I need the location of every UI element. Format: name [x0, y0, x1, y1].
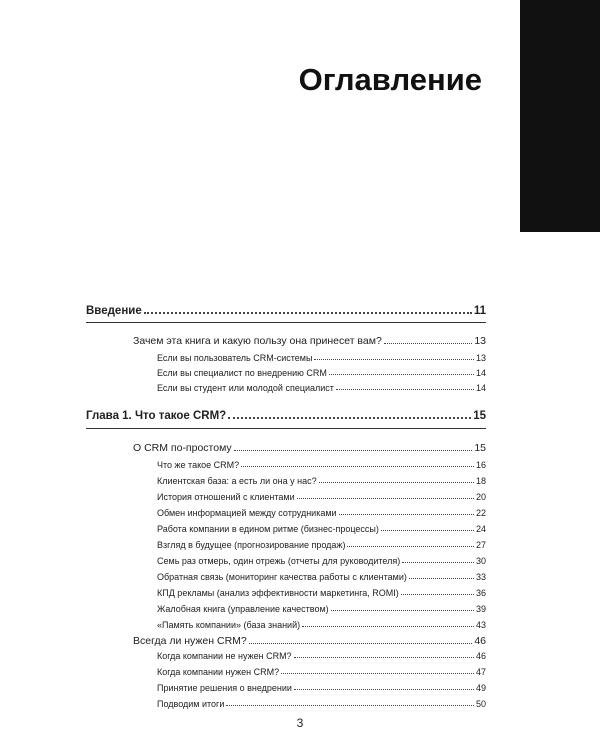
toc-entry-page: 11 — [473, 305, 486, 317]
section-divider — [86, 322, 486, 323]
toc-entry[interactable] — [157, 620, 486, 630]
toc-entry-label: История отношений с клиентами — [157, 492, 295, 502]
dot-leader — [329, 374, 474, 375]
dot-leader — [302, 626, 474, 627]
toc-entry-page: 46 — [474, 635, 486, 647]
toc-entry-label: Что же такое CRM? — [157, 460, 240, 470]
toc-entry-page: 15 — [474, 442, 486, 454]
toc-entry-label: Зачем эта книга и какую пользу она принесет вам? — [133, 335, 382, 347]
toc-entry-page: 20 — [475, 492, 486, 502]
dot-leader — [409, 578, 474, 579]
toc-entry-page: 24 — [475, 524, 486, 534]
toc-entry-page: 43 — [475, 620, 486, 630]
toc-entry-page: 46 — [475, 651, 486, 661]
toc-entry-introduction[interactable] — [86, 305, 486, 317]
toc-entry[interactable] — [157, 651, 486, 661]
toc-entry-label: Если вы специалист по внедрению CRM — [157, 368, 327, 378]
dot-leader — [241, 466, 474, 467]
toc-entry[interactable] — [157, 492, 486, 502]
toc-entry-label: Глава 1. Что такое CRM? — [86, 410, 227, 422]
toc-entry[interactable] — [157, 699, 486, 709]
dot-leader — [234, 450, 473, 451]
toc-entry-label: О CRM по-простому — [133, 442, 232, 454]
toc-entry[interactable] — [157, 667, 486, 677]
toc-entry-label: Если вы студент или молодой специалист — [157, 383, 334, 393]
toc-entry-label: Работа компании в едином ритме (бизнес-процессы) — [157, 524, 379, 534]
toc-entry[interactable] — [157, 572, 486, 582]
toc-entry-page: 36 — [475, 588, 486, 598]
toc-entry[interactable] — [157, 460, 486, 470]
toc-entry-label: Введение — [86, 305, 142, 317]
toc-entry-page: 27 — [475, 540, 486, 550]
section-divider — [86, 428, 486, 429]
toc-entry[interactable] — [157, 368, 486, 378]
toc-entry-page: 49 — [475, 683, 486, 693]
toc-entry[interactable] — [157, 353, 486, 363]
dot-leader — [228, 417, 471, 419]
toc-entry-label: Обмен информацией между сотрудниками — [157, 508, 337, 518]
toc-entry[interactable] — [157, 556, 486, 566]
toc-entry-label: Подводим итоги — [157, 699, 225, 709]
toc-entry[interactable] — [157, 588, 486, 598]
toc-entry[interactable] — [157, 604, 486, 614]
toc-entry-label: Клиентская база: а есть ли она у нас? — [157, 476, 317, 486]
dot-leader — [319, 482, 474, 483]
dot-leader — [331, 610, 474, 611]
toc-entry-page: 33 — [475, 572, 486, 582]
dot-leader — [281, 673, 474, 674]
toc-entry-label: Если вы пользователь CRM-системы — [157, 353, 313, 363]
toc-entry-label: Когда компании нужен CRM? — [157, 667, 280, 677]
toc-entry-label: Принятие решения о внедрении — [157, 683, 292, 693]
dot-leader — [314, 359, 474, 360]
toc-entry-page: 47 — [475, 667, 486, 677]
dot-leader — [226, 705, 474, 706]
toc-entry[interactable] — [133, 335, 486, 347]
toc-entry[interactable] — [157, 683, 486, 693]
chapter-edge-tab — [520, 0, 600, 232]
toc-entry-label: Семь раз отмерь, один отрежь (отчеты для руководителя) — [157, 556, 401, 566]
toc-entry-label: Жалобная книга (управление качеством) — [157, 604, 329, 614]
dot-leader — [144, 312, 472, 314]
toc-entry-page: 13 — [474, 335, 486, 347]
toc-entry-page: 39 — [475, 604, 486, 614]
toc-entry-page: 13 — [475, 353, 486, 363]
toc-entry[interactable] — [133, 442, 486, 454]
toc-entry-page: 22 — [475, 508, 486, 518]
page-title: Оглавление — [298, 62, 482, 97]
dot-leader — [294, 689, 474, 690]
dot-leader — [294, 657, 474, 658]
toc-entry-page: 14 — [475, 368, 486, 378]
toc-entry-label: Обратная связь (мониторинг качества работы с клиентами) — [157, 572, 407, 582]
dot-leader — [402, 562, 474, 563]
toc-entry[interactable] — [157, 508, 486, 518]
dot-leader — [381, 530, 474, 531]
toc-entry-label: Всегда ли нужен CRM? — [133, 635, 247, 647]
toc-entry-label: Взгляд в будущее (прогнозирование продаж) — [157, 540, 346, 550]
toc-entry[interactable] — [157, 476, 486, 486]
toc-entry[interactable] — [157, 524, 486, 534]
toc-entry-page: 16 — [475, 460, 486, 470]
toc-entry-page: 30 — [475, 556, 486, 566]
toc-entry-page: 15 — [473, 410, 486, 422]
toc-entry-page: 14 — [475, 383, 486, 393]
dot-leader — [384, 343, 473, 344]
toc-entry-label: Когда компании не нужен CRM? — [157, 651, 292, 661]
dot-leader — [336, 389, 474, 390]
dot-leader — [401, 594, 474, 595]
toc-entry-label: КПД рекламы (анализ эффективности маркетинга, ROMI) — [157, 588, 399, 598]
page-number: 3 — [296, 716, 304, 730]
toc-entry-chapter-1[interactable] — [86, 410, 486, 422]
dot-leader — [297, 498, 474, 499]
dot-leader — [249, 643, 473, 644]
toc-entry[interactable] — [133, 635, 486, 647]
toc-entry[interactable] — [157, 540, 486, 550]
toc-entry-label: «Память компании» (база знаний) — [157, 620, 301, 630]
toc-entry-page: 50 — [475, 699, 486, 709]
dot-leader — [339, 514, 474, 515]
toc-entry-page: 18 — [475, 476, 486, 486]
dot-leader — [347, 546, 474, 547]
toc-entry[interactable] — [157, 383, 486, 393]
